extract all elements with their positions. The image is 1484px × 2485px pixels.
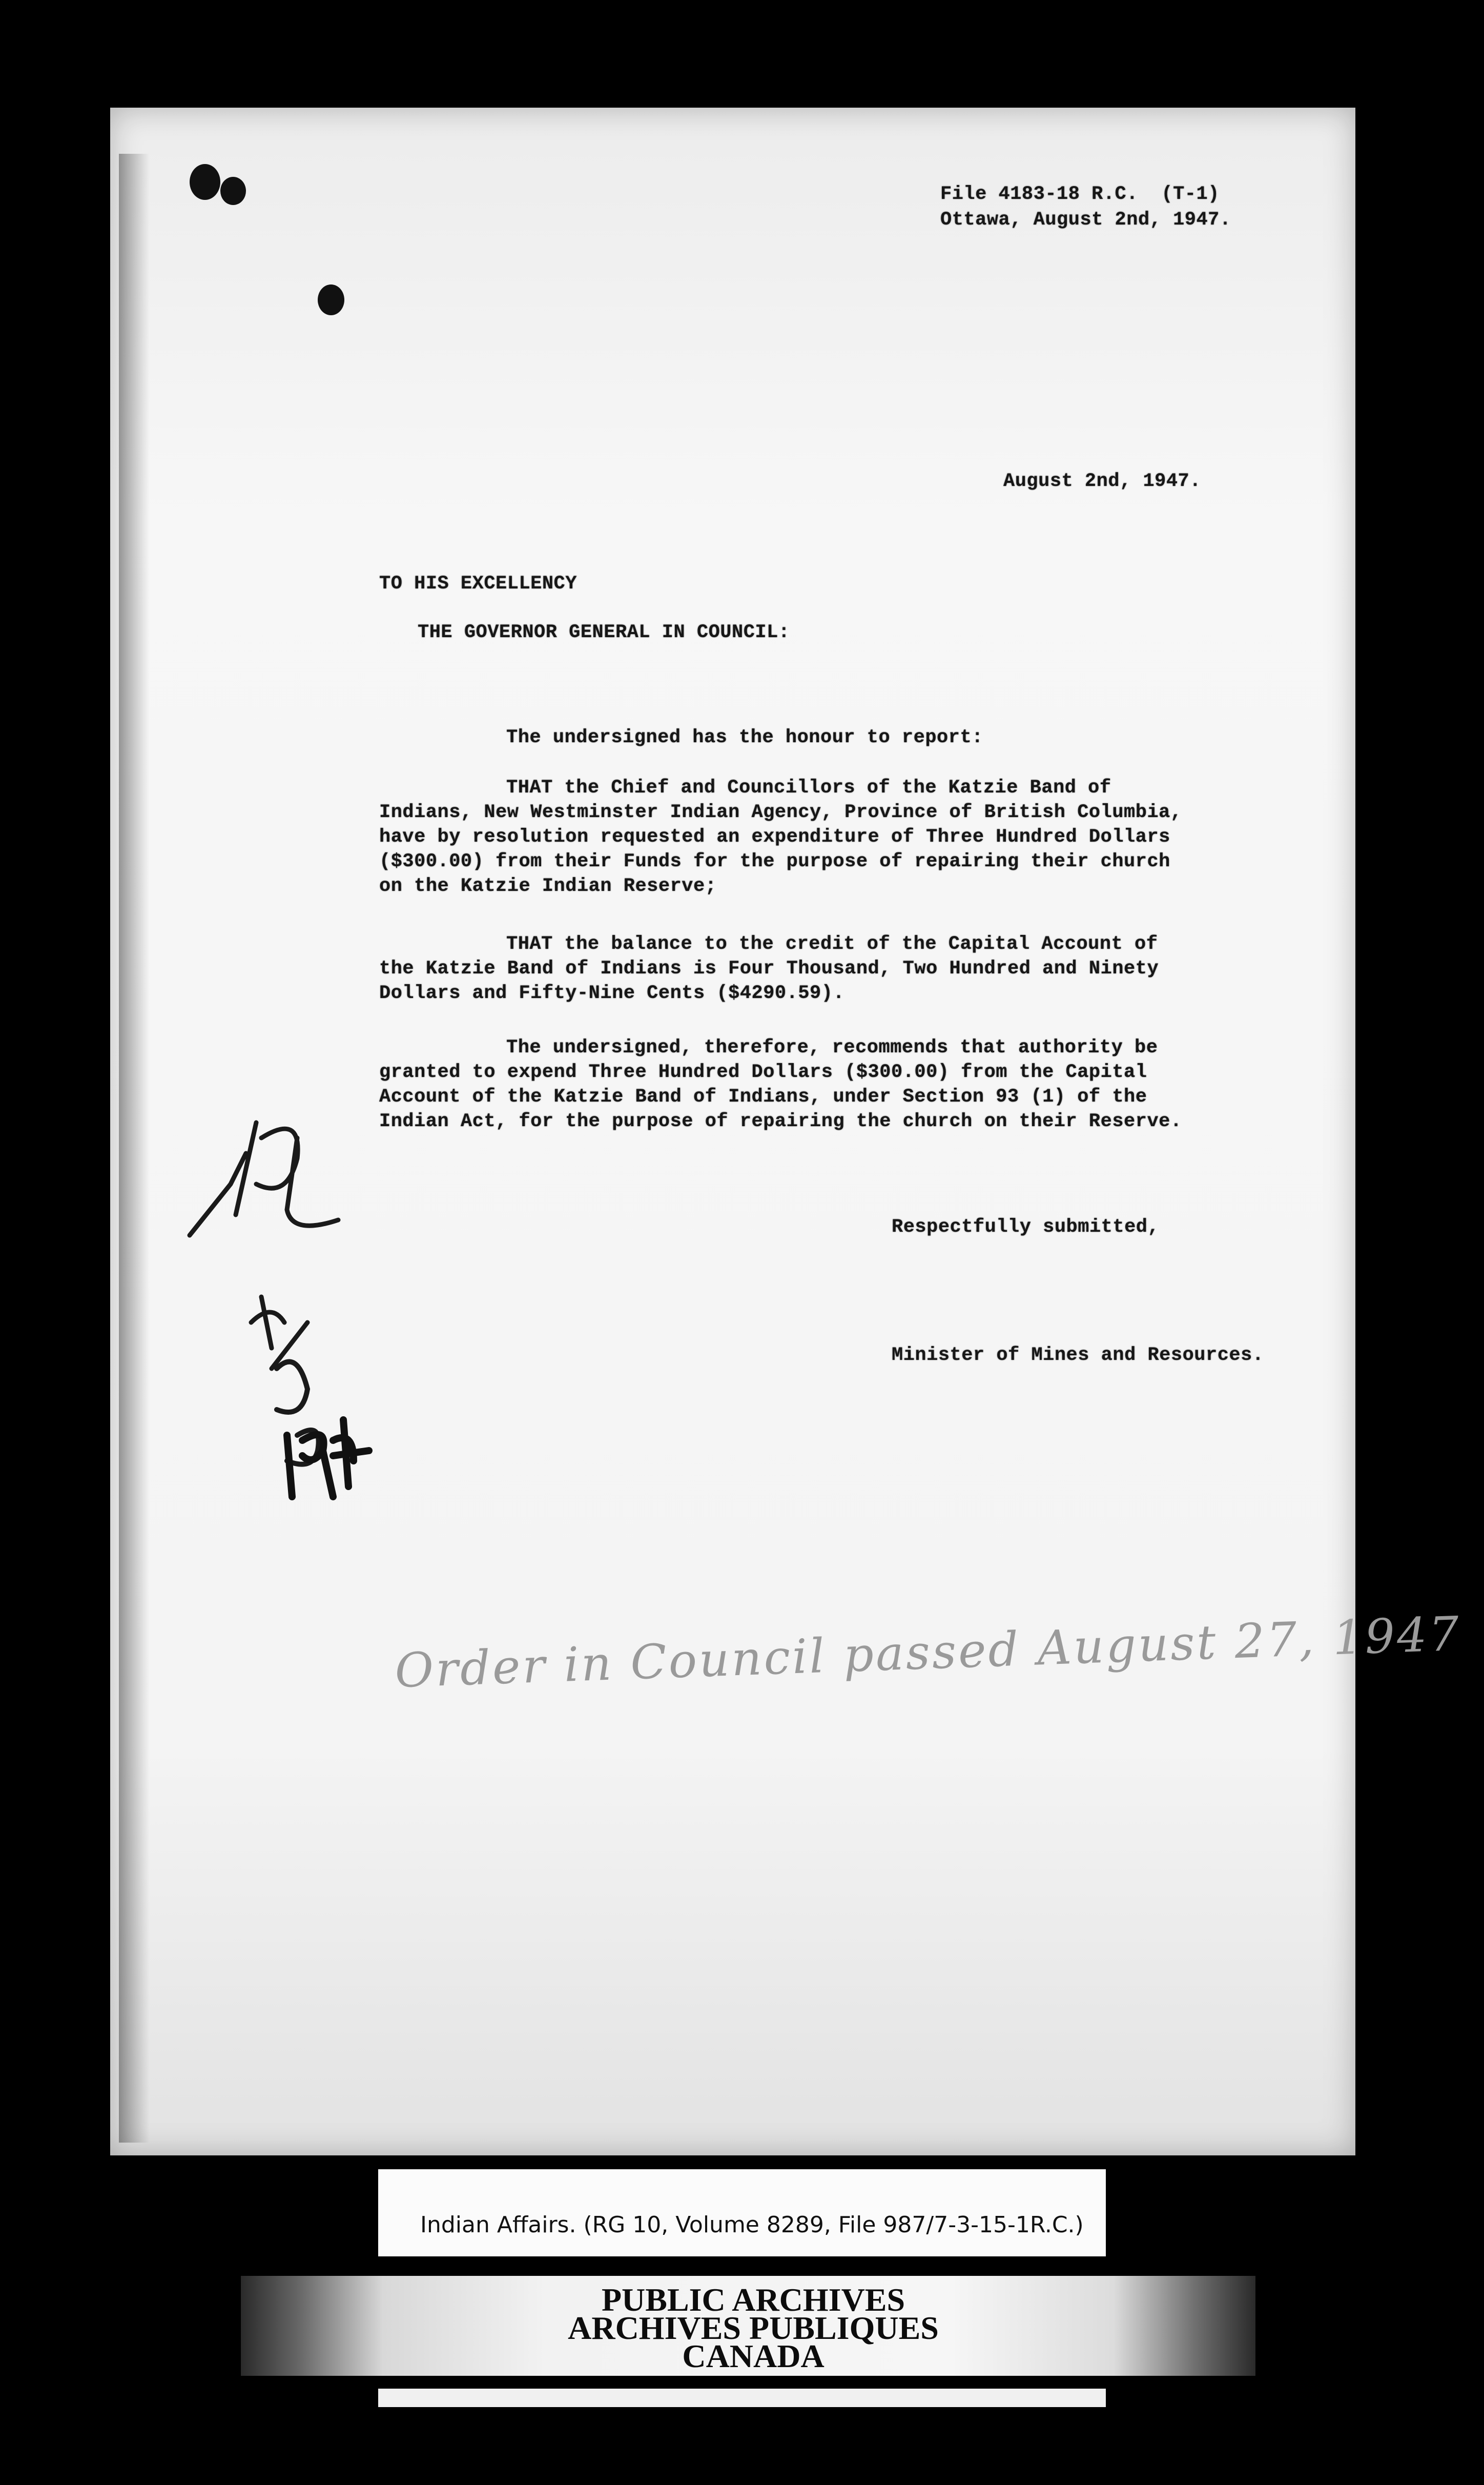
paragraph-line: granted to expend Three Hundred Dollars ($300.00) from the Capital [379, 1062, 1147, 1083]
paragraph-2 [379, 932, 1159, 1006]
file-reference: File 4183-18 R.C. (T-1) [940, 184, 1220, 205]
stamp-line-2: ARCHIVES PUBLIQUES [568, 2310, 939, 2346]
paragraph-line: on the Katzie Indian Reserve; [379, 875, 717, 897]
handwritten-note: Order in Council passed August 27, 1947 [394, 1606, 1462, 1699]
paragraph-line: Dollars and Fifty-Nine Cents ($4290.59). [379, 983, 845, 1004]
paragraph-line: Indian Act, for the purpose of repairing the church on their Reserve. [379, 1111, 1182, 1132]
paragraph-1 [379, 776, 1182, 899]
letter-date: August 2nd, 1947. [1003, 471, 1201, 492]
stamp-line-3: CANADA [682, 2338, 825, 2374]
address-line-1: TO HIS EXCELLENCY [379, 573, 577, 595]
paragraph-line: Account of the Katzie Band of Indians, under Section 93 (1) of the [379, 1086, 1147, 1108]
punch-mark [318, 284, 344, 315]
paragraph-line: The undersigned, therefore, recommends that authority be [506, 1037, 1158, 1058]
signatory: Minister of Mines and Resources. [892, 1345, 1264, 1366]
closing: Respectfully submitted, [892, 1216, 1160, 1238]
page-shadow [119, 154, 150, 2143]
archive-reference: Indian Affairs. (RG 10, Volume 8289, File 987/7-3-15-1R.C.) [420, 2212, 1084, 2238]
paragraph-line: the Katzie Band of Indians is Four Thousand, Two Hundred and Ninety [379, 958, 1159, 980]
paragraph-line: ($300.00) from their Funds for the purpose of repairing their church [379, 851, 1170, 872]
ink-blot [220, 177, 246, 205]
ink-blot [190, 164, 220, 200]
address-line-2: THE GOVERNOR GENERAL IN COUNCIL: [418, 622, 790, 643]
stamp-line-1: PUBLIC ARCHIVES [601, 2282, 905, 2318]
paragraph-line: have by resolution requested an expenditure of Three Hundred Dollars [379, 826, 1170, 848]
paragraph-line: THAT the balance to the credit of the Capital Account of [506, 933, 1158, 955]
intro-line: The undersigned has the honour to report: [506, 727, 983, 748]
paragraph-line: Indians, New Westminster Indian Agency, Province of British Columbia, [379, 802, 1182, 823]
place-date: Ottawa, August 2nd, 1947. [940, 209, 1231, 231]
label-bottom-strip [378, 2389, 1106, 2407]
paragraph-line: THAT the Chief and Councillors of the Katzie Band of [506, 777, 1111, 799]
handwritten-initials [169, 1082, 384, 1543]
paragraph-3 [379, 1035, 1182, 1134]
